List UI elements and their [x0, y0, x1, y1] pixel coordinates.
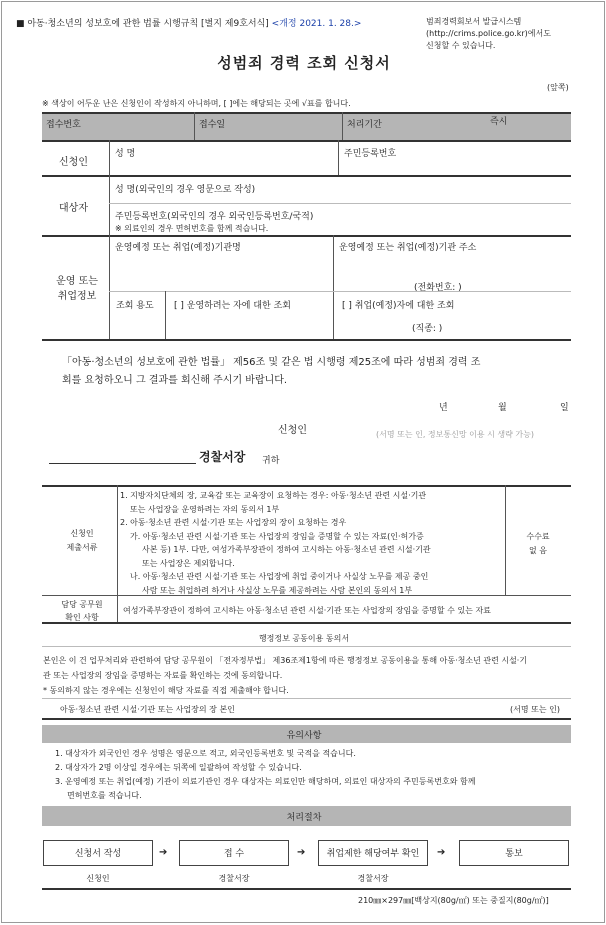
revision-text: <개정 2021. 1. 28.> — [271, 19, 362, 29]
official-check-label-line1: 담당 공무원 — [61, 600, 103, 609]
application-form — [1, 1, 605, 923]
consent-line1: 본인은 이 건 업무처리와 관련하여 담당 공무원이 「전자정부법」 제36조제1항에 따른 행정정보 공동이용을 통해 아동·청소년 관련 시설·기 — [43, 656, 528, 665]
online-notice — [426, 16, 604, 52]
addressee: 경찰서장 — [199, 450, 246, 464]
processing-period-value: 즉시 — [490, 117, 508, 127]
step-notify: 통보 — [459, 840, 569, 866]
applicant-rrn-field[interactable]: 주민등록번호 — [344, 149, 397, 159]
consent-text — [43, 653, 573, 698]
doc-item-2a-cont: 사본 등) 1부. 다만, 여성가족부장관이 정하여 고시하는 아동·청소년 관련 시설·기관 — [142, 545, 431, 554]
arrow-right-icon: ➔ — [437, 847, 446, 858]
processing-period-label: 처리기간 — [347, 120, 382, 130]
doc-item-1-cont: 또는 사업장을 운영하려는 자의 동의서 1부 — [130, 504, 280, 514]
org-section-label-line2: 취업정보 — [57, 291, 97, 302]
request-statement-line2: 회를 요청하오니 그 결과를 회신해 주시기 바랍니다. — [62, 375, 288, 386]
day-label: 일 — [560, 403, 569, 413]
org-name-field[interactable]: 운영예정 또는 취업(예정)기관명 — [115, 243, 241, 253]
job-type-field[interactable]: (직종: ) — [412, 324, 443, 334]
doc-item-2: 2. 아동·청소년 관련 시설·기관 또는 사업장의 장이 요청하는 경우 — [120, 518, 347, 527]
doc-item-2a: 가. 아동·청소년 관련 시설·기관 또는 사업장의 장임을 증명할 수 있는 자료(인·허가증 — [130, 531, 424, 541]
purpose-employee-checkbox[interactable]: [ ] 취업(예정)자에 대한 조회 — [342, 301, 455, 311]
actor-applicant: 신청인 — [86, 874, 110, 883]
org-address-field[interactable]: 운영예정 또는 취업(예정)기관 주소 — [339, 243, 477, 253]
applicant-name-field[interactable]: 성 명 — [115, 149, 136, 159]
shading-note: ※ 색상이 어두운 난은 신청인이 작성하지 아니하며, [ ]에는 해당되는 곳에 √표를 합니다. — [42, 99, 351, 108]
subject-rrn-note: ※ 의료인의 경우 면허번호를 함께 적습니다. — [115, 224, 269, 233]
query-purpose-label: 조회 용도 — [116, 301, 154, 311]
receipt-date-label: 접수일 — [199, 120, 226, 130]
consent-sign-field[interactable]: (서명 또는 인) — [510, 705, 560, 714]
consent-title: 행정정보 공동이용 동의서 — [258, 634, 350, 643]
form-title: 성범죄 경력 조회 신청서 — [217, 54, 391, 72]
arrow-right-icon: ➔ — [297, 847, 306, 858]
fee-info — [508, 530, 568, 558]
submit-docs-label — [50, 527, 114, 555]
cautions-list — [55, 747, 575, 803]
caution-item-1: 1. 대상자가 외국인인 경우 성명은 영문으로 적고, 외국인등록번호 및 국적을 적습니다. — [55, 749, 356, 758]
online-notice-line3: 신청할 수 있습니다. — [426, 41, 496, 50]
step-check-restriction: 취업제한 해당여부 확인 — [318, 840, 428, 866]
subject-rrn-field[interactable]: 주민등록번호(외국인의 경우 외국인등록번호/국적) — [115, 212, 314, 222]
arrow-right-icon: ➔ — [159, 847, 168, 858]
caution-item-3-cont: 면허번호를 적습니다. — [67, 791, 142, 800]
process-title: 처리절차 — [286, 813, 322, 823]
cautions-title: 유의사항 — [286, 731, 322, 741]
police-station-name-line[interactable] — [49, 463, 196, 464]
consent-line3: * 동의하지 않는 경우에는 신청인이 해당 자료를 직접 제출해야 합니다. — [43, 686, 289, 695]
step-application: 신청서 작성 — [43, 840, 153, 866]
fee-label: 수수료 — [526, 532, 550, 541]
request-statement-line1: 「아동·청소년의 성보호에 관한 법률」 제56조 및 같은 법 시행령 제25조에 따라 성범죄 경력 조 — [62, 357, 481, 368]
signature-hint: (서명 또는 인, 정보통신망 이용 시 생략 가능) — [376, 430, 534, 439]
receipt-number-label: 접수번호 — [46, 120, 81, 130]
actor-police-chief: 경찰서장 — [357, 874, 389, 883]
org-section-label-line1: 운영 또는 — [56, 276, 98, 287]
year-label: 년 — [439, 403, 448, 413]
official-check-label — [50, 598, 114, 624]
doc-item-2b: 나. 아동·청소년 관련 시설·기관 또는 사업장에 취업 중이거나 사실상 노무를 제공 중인 — [130, 572, 429, 581]
submit-docs-label-line1: 신청인 — [70, 529, 94, 538]
doc-item-2a-cont2: 또는 사업장은 제외합니다. — [142, 558, 235, 568]
official-check-text: 여성가족부장관이 정하여 고시하는 아동·청소년 관련 시설·기관 또는 사업장의 장임을 증명할 수 있는 자료 — [123, 606, 491, 615]
fee-value: 없 음 — [529, 546, 547, 555]
form-rule-reference — [16, 16, 361, 29]
doc-item-2b-cont: 사람 또는 취업하려 하거나 사실상 노무를 제공하려는 사람 본인의 동의서 1부 — [142, 585, 413, 595]
actor-police-chief: 경찰서장 — [218, 874, 250, 883]
submit-docs-label-line2: 제출서류 — [66, 543, 98, 552]
addressee-suffix: 귀하 — [262, 456, 280, 466]
subject-section-label: 대상자 — [59, 203, 88, 214]
submit-docs-list — [120, 489, 505, 597]
caution-item-2: 2. 대상자가 2명 이상일 경우에는 뒤쪽에 일괄하여 작성할 수 있습니다. — [55, 763, 302, 772]
org-section-label — [50, 274, 104, 304]
consent-line2: 관 또는 사업장의 장임을 증명하는 자료를 확인하는 것에 동의합니다. — [43, 671, 283, 680]
request-statement — [62, 354, 572, 390]
rule-text: ■ 아동·청소년의 성보호에 관한 법률 시행규칙 [별지 제9호서식] — [16, 19, 269, 29]
org-phone-field[interactable]: (전화번호: ) — [414, 283, 462, 293]
step-receipt: 접 수 — [179, 840, 289, 866]
doc-item-1: 1. 지방자치단체의 장, 교육감 또는 교육장이 요청하는 경우: 아동·청소년 관련 시설·기관 — [120, 491, 427, 500]
official-check-label-line2: 확인 사항 — [65, 613, 99, 622]
caution-item-3: 3. 운영예정 또는 취업(예정) 기관이 의료기관인 경우 대상자는 의료인만 해당하며, 의료인 대상자의 주민등록번호와 함께 — [55, 777, 476, 786]
page-side: (앞쪽) — [547, 83, 569, 92]
paper-spec: 210㎜×297㎜[백상지(80g/㎡) 또는 중질지(80g/㎡)] — [358, 896, 549, 905]
online-notice-line1: 범죄경력회보서 발급시스템 — [426, 17, 522, 26]
signature-label: 신청인 — [278, 425, 307, 436]
subject-name-field[interactable]: 성 명(외국인의 경우 영문으로 작성) — [115, 185, 256, 195]
month-label: 월 — [498, 403, 507, 413]
applicant-section-label: 신청인 — [59, 157, 88, 168]
consent-signer: 아동·청소년 관련 시설·기관 또는 사업장의 장 본인 — [60, 705, 235, 714]
online-notice-line2: (http://crims.police.go.kr)에서도 — [426, 29, 551, 38]
purpose-operator-checkbox[interactable]: [ ] 운영하려는 자에 대한 조회 — [174, 301, 291, 311]
